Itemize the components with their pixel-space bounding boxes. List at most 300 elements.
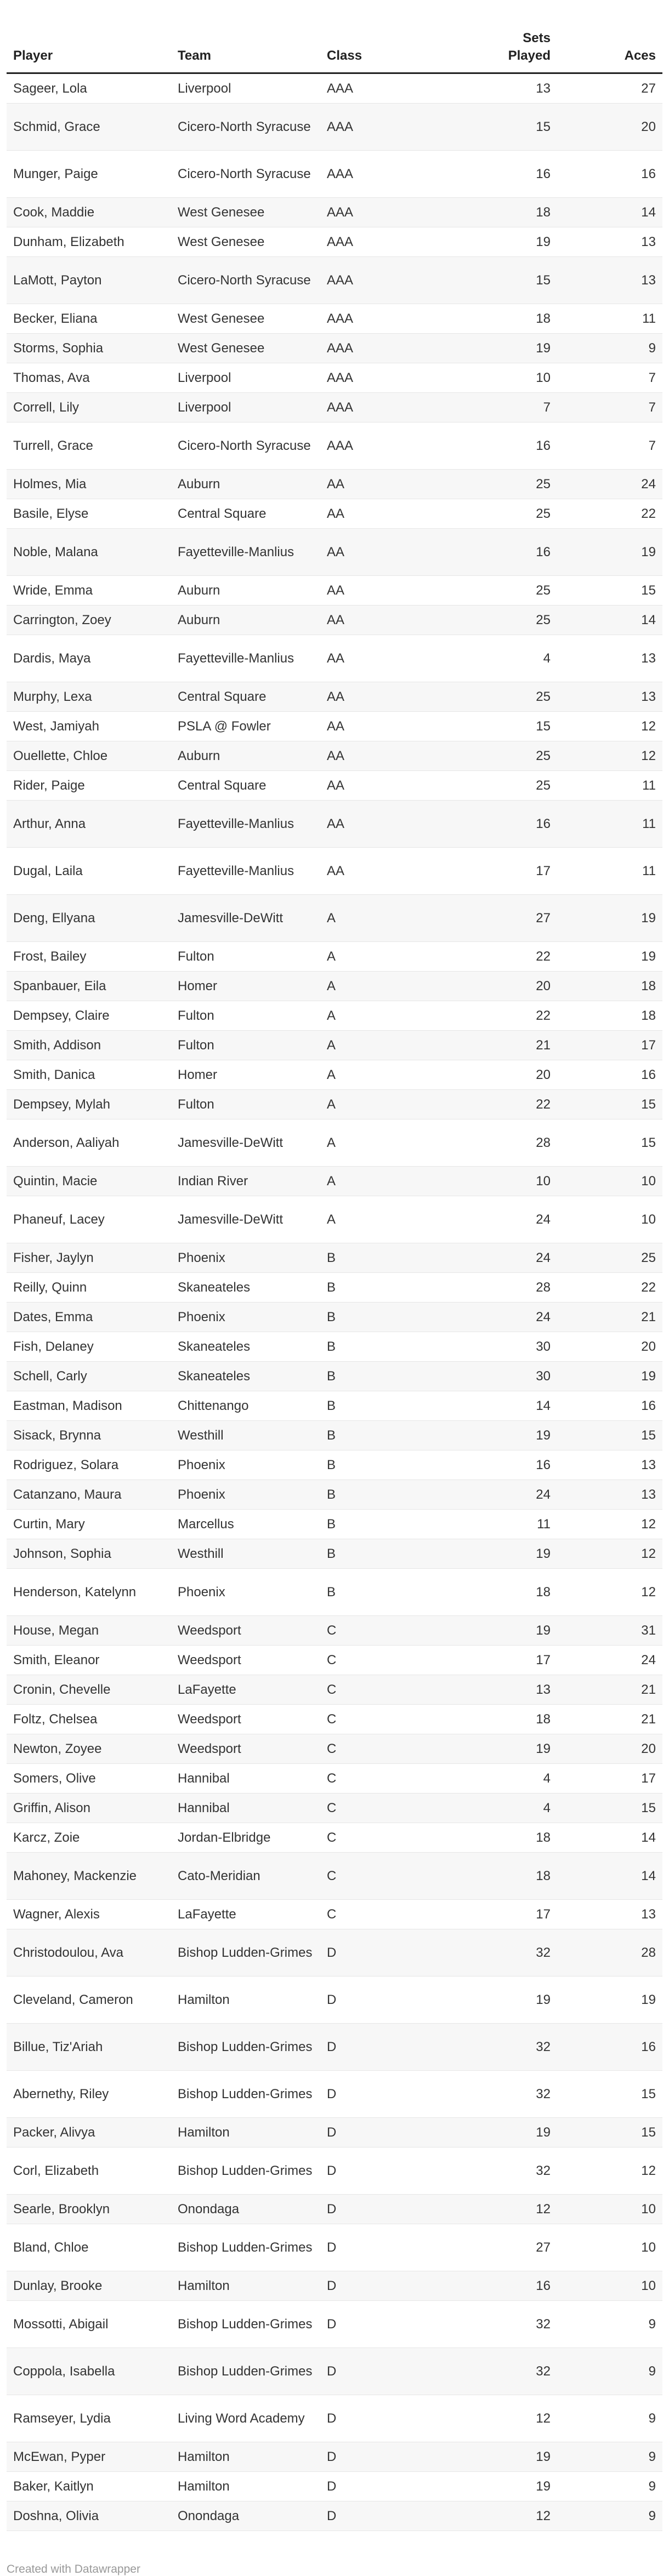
- cell-player: Ouellette, Chloe: [7, 741, 171, 771]
- table-row: [7, 470, 662, 499]
- cell-team: Central Square: [171, 499, 320, 529]
- cell-aces: 20: [557, 104, 662, 151]
- cell-team: Liverpool: [171, 73, 320, 104]
- cell-player: Rider, Paige: [7, 771, 171, 801]
- cell-sets-played: 18: [450, 1569, 557, 1616]
- cell-team: Skaneateles: [171, 1362, 320, 1391]
- cell-player: Sageer, Lola: [7, 73, 171, 104]
- cell-class: D: [320, 1977, 450, 2024]
- cell-class: C: [320, 1794, 450, 1823]
- cell-player: Cronin, Chevelle: [7, 1675, 171, 1705]
- cell-aces: 10: [557, 2224, 662, 2271]
- cell-player: McEwan, Pyper: [7, 2442, 171, 2472]
- cell-team: Phoenix: [171, 1450, 320, 1480]
- cell-player: Karcz, Zoie: [7, 1823, 171, 1853]
- cell-class: C: [320, 1764, 450, 1794]
- header-aces[interactable]: Aces: [557, 0, 662, 73]
- cell-class: A: [320, 1031, 450, 1060]
- cell-sets-played: 27: [450, 895, 557, 942]
- cell-class: A: [320, 1001, 450, 1031]
- table-row: [7, 1569, 662, 1616]
- header-class[interactable]: Class: [320, 0, 450, 73]
- cell-sets-played: 19: [450, 2118, 557, 2147]
- table-row: [7, 363, 662, 393]
- cell-sets-played: 15: [450, 104, 557, 151]
- cell-team: Cicero-North Syracuse: [171, 422, 320, 470]
- table-row: [7, 1646, 662, 1675]
- cell-aces: 25: [557, 1243, 662, 1273]
- cell-class: D: [320, 2071, 450, 2118]
- cell-aces: 16: [557, 1060, 662, 1090]
- cell-sets-played: 30: [450, 1362, 557, 1391]
- cell-sets-played: 25: [450, 499, 557, 529]
- cell-sets-played: 4: [450, 635, 557, 682]
- table-row: [7, 1539, 662, 1569]
- cell-aces: 20: [557, 1332, 662, 1362]
- footer-credit[interactable]: Created with Datawrapper: [7, 2563, 140, 2575]
- cell-class: AA: [320, 771, 450, 801]
- cell-class: B: [320, 1539, 450, 1569]
- table-row: [7, 576, 662, 606]
- cell-class: C: [320, 1823, 450, 1853]
- cell-player: Fisher, Jaylyn: [7, 1243, 171, 1273]
- cell-aces: 19: [557, 1977, 662, 2024]
- cell-sets-played: 22: [450, 1090, 557, 1119]
- table-row: [7, 1794, 662, 1823]
- cell-player: Packer, Alivya: [7, 2118, 171, 2147]
- table-row: [7, 529, 662, 576]
- cell-aces: 9: [557, 2501, 662, 2531]
- cell-sets-played: 32: [450, 2348, 557, 2395]
- cell-sets-played: 10: [450, 363, 557, 393]
- cell-sets-played: 18: [450, 198, 557, 227]
- table-row: [7, 1119, 662, 1167]
- cell-sets-played: 22: [450, 1001, 557, 1031]
- cell-class: AAA: [320, 151, 450, 198]
- cell-team: Phoenix: [171, 1569, 320, 1616]
- table-row: [7, 942, 662, 972]
- cell-aces: 18: [557, 1001, 662, 1031]
- cell-sets-played: 16: [450, 151, 557, 198]
- table-row: [7, 1332, 662, 1362]
- cell-sets-played: 30: [450, 1332, 557, 1362]
- cell-aces: 21: [557, 1705, 662, 1734]
- cell-class: C: [320, 1900, 450, 1929]
- cell-class: B: [320, 1332, 450, 1362]
- cell-class: D: [320, 2147, 450, 2195]
- stats-table: [7, 0, 662, 2531]
- cell-aces: 11: [557, 304, 662, 334]
- table-row: [7, 2195, 662, 2224]
- cell-aces: 22: [557, 1273, 662, 1303]
- cell-team: Hamilton: [171, 2472, 320, 2501]
- cell-aces: 10: [557, 2271, 662, 2301]
- cell-class: C: [320, 1675, 450, 1705]
- table-row: [7, 2071, 662, 2118]
- cell-aces: 9: [557, 2348, 662, 2395]
- cell-player: Munger, Paige: [7, 151, 171, 198]
- cell-class: AAA: [320, 227, 450, 257]
- cell-team: Weedsport: [171, 1616, 320, 1646]
- cell-player: Christodoulou, Ava: [7, 1929, 171, 1977]
- cell-sets-played: 28: [450, 1273, 557, 1303]
- table-row: [7, 1196, 662, 1243]
- cell-sets-played: 12: [450, 2501, 557, 2531]
- cell-class: D: [320, 2195, 450, 2224]
- table-row: [7, 1421, 662, 1450]
- cell-sets-played: 32: [450, 2071, 557, 2118]
- cell-player: Griffin, Alison: [7, 1794, 171, 1823]
- cell-sets-played: 19: [450, 2442, 557, 2472]
- cell-player: Noble, Malana: [7, 529, 171, 576]
- table-row: [7, 198, 662, 227]
- cell-player: Mahoney, Mackenzie: [7, 1853, 171, 1900]
- cell-player: Newton, Zoyee: [7, 1734, 171, 1764]
- cell-player: Dates, Emma: [7, 1303, 171, 1332]
- cell-team: Bishop Ludden-Grimes: [171, 2348, 320, 2395]
- cell-team: Chittenango: [171, 1391, 320, 1421]
- cell-class: C: [320, 1646, 450, 1675]
- cell-team: Hamilton: [171, 2118, 320, 2147]
- table-row: [7, 2442, 662, 2472]
- cell-aces: 21: [557, 1303, 662, 1332]
- cell-aces: 14: [557, 198, 662, 227]
- cell-aces: 17: [557, 1031, 662, 1060]
- cell-aces: 19: [557, 895, 662, 942]
- cell-sets-played: 12: [450, 2195, 557, 2224]
- cell-class: A: [320, 1060, 450, 1090]
- cell-team: Central Square: [171, 682, 320, 712]
- cell-sets-played: 24: [450, 1196, 557, 1243]
- cell-aces: 15: [557, 1421, 662, 1450]
- cell-aces: 15: [557, 2071, 662, 2118]
- table-body: [7, 73, 662, 2531]
- table-row: [7, 334, 662, 363]
- cell-team: Onondaga: [171, 2501, 320, 2531]
- cell-player: Johnson, Sophia: [7, 1539, 171, 1569]
- cell-class: A: [320, 1119, 450, 1167]
- cell-player: Anderson, Aaliyah: [7, 1119, 171, 1167]
- cell-team: Fulton: [171, 1001, 320, 1031]
- cell-class: D: [320, 2118, 450, 2147]
- cell-class: AAA: [320, 422, 450, 470]
- table-row: [7, 972, 662, 1001]
- cell-aces: 12: [557, 741, 662, 771]
- cell-aces: 7: [557, 422, 662, 470]
- cell-team: Fayetteville-Manlius: [171, 848, 320, 895]
- cell-sets-played: 10: [450, 1167, 557, 1196]
- cell-player: Searle, Brooklyn: [7, 2195, 171, 2224]
- cell-team: Weedsport: [171, 1646, 320, 1675]
- cell-player: Wride, Emma: [7, 576, 171, 606]
- cell-class: AA: [320, 576, 450, 606]
- cell-team: Hannibal: [171, 1764, 320, 1794]
- header-sets-played-label: Sets Played: [508, 31, 551, 63]
- cell-player: Somers, Olive: [7, 1764, 171, 1794]
- cell-sets-played: 13: [450, 1675, 557, 1705]
- cell-sets-played: 15: [450, 257, 557, 304]
- cell-class: D: [320, 2271, 450, 2301]
- cell-player: Smith, Danica: [7, 1060, 171, 1090]
- cell-team: Central Square: [171, 771, 320, 801]
- cell-player: Storms, Sophia: [7, 334, 171, 363]
- cell-sets-played: 27: [450, 2224, 557, 2271]
- table-row: [7, 1450, 662, 1480]
- cell-team: Marcellus: [171, 1510, 320, 1539]
- cell-class: B: [320, 1273, 450, 1303]
- cell-sets-played: 25: [450, 606, 557, 635]
- cell-sets-played: 19: [450, 2472, 557, 2501]
- cell-sets-played: 12: [450, 2395, 557, 2442]
- cell-player: Schmid, Grace: [7, 104, 171, 151]
- table-row: [7, 1616, 662, 1646]
- table-row: [7, 1510, 662, 1539]
- cell-class: AAA: [320, 257, 450, 304]
- cell-aces: 19: [557, 1362, 662, 1391]
- cell-sets-played: 13: [450, 73, 557, 104]
- cell-class: AA: [320, 529, 450, 576]
- table-row: [7, 771, 662, 801]
- cell-sets-played: 11: [450, 1510, 557, 1539]
- cell-sets-played: 18: [450, 1823, 557, 1853]
- cell-player: Eastman, Madison: [7, 1391, 171, 1421]
- cell-class: B: [320, 1391, 450, 1421]
- table-row: [7, 1734, 662, 1764]
- cell-class: B: [320, 1450, 450, 1480]
- table-row: [7, 1675, 662, 1705]
- cell-sets-played: 32: [450, 1929, 557, 1977]
- cell-aces: 24: [557, 470, 662, 499]
- cell-sets-played: 24: [450, 1243, 557, 1273]
- cell-team: PSLA @ Fowler: [171, 712, 320, 741]
- cell-class: B: [320, 1480, 450, 1510]
- cell-player: Phaneuf, Lacey: [7, 1196, 171, 1243]
- cell-aces: 13: [557, 1450, 662, 1480]
- cell-sets-played: 15: [450, 712, 557, 741]
- header-sets-played[interactable]: [450, 0, 557, 73]
- cell-aces: 12: [557, 712, 662, 741]
- cell-player: Dunham, Elizabeth: [7, 227, 171, 257]
- cell-player: Doshna, Olivia: [7, 2501, 171, 2531]
- table-row: [7, 1900, 662, 1929]
- table-row: [7, 73, 662, 104]
- cell-player: Dugal, Laila: [7, 848, 171, 895]
- cell-aces: 24: [557, 1646, 662, 1675]
- cell-class: AAA: [320, 363, 450, 393]
- table-row: [7, 304, 662, 334]
- header-player[interactable]: Player: [7, 0, 171, 73]
- table-row: [7, 2024, 662, 2071]
- cell-sets-played: 32: [450, 2147, 557, 2195]
- cell-aces: 19: [557, 529, 662, 576]
- cell-team: Indian River: [171, 1167, 320, 1196]
- cell-class: AA: [320, 682, 450, 712]
- cell-aces: 7: [557, 363, 662, 393]
- cell-player: Thomas, Ava: [7, 363, 171, 393]
- cell-class: AA: [320, 635, 450, 682]
- cell-team: Onondaga: [171, 2195, 320, 2224]
- cell-sets-played: 32: [450, 2301, 557, 2348]
- cell-team: Westhill: [171, 1421, 320, 1450]
- cell-aces: 10: [557, 1196, 662, 1243]
- cell-aces: 22: [557, 499, 662, 529]
- cell-aces: 13: [557, 635, 662, 682]
- cell-sets-played: 21: [450, 1031, 557, 1060]
- cell-team: Phoenix: [171, 1243, 320, 1273]
- cell-team: West Genesee: [171, 198, 320, 227]
- cell-player: Holmes, Mia: [7, 470, 171, 499]
- cell-class: C: [320, 1616, 450, 1646]
- cell-player: Dardis, Maya: [7, 635, 171, 682]
- cell-player: LaMott, Payton: [7, 257, 171, 304]
- cell-aces: 19: [557, 942, 662, 972]
- cell-team: Fulton: [171, 1090, 320, 1119]
- cell-sets-played: 20: [450, 1060, 557, 1090]
- cell-class: AA: [320, 741, 450, 771]
- table-row: [7, 422, 662, 470]
- cell-team: Phoenix: [171, 1480, 320, 1510]
- cell-aces: 13: [557, 1480, 662, 1510]
- cell-team: Living Word Academy: [171, 2395, 320, 2442]
- cell-team: Auburn: [171, 606, 320, 635]
- table-row: [7, 1167, 662, 1196]
- cell-aces: 16: [557, 151, 662, 198]
- cell-player: Spanbauer, Eila: [7, 972, 171, 1001]
- cell-team: Fulton: [171, 942, 320, 972]
- cell-sets-played: 16: [450, 1450, 557, 1480]
- cell-sets-played: 19: [450, 1421, 557, 1450]
- cell-team: West Genesee: [171, 304, 320, 334]
- cell-class: A: [320, 1167, 450, 1196]
- cell-class: D: [320, 2395, 450, 2442]
- table-row: [7, 151, 662, 198]
- cell-aces: 28: [557, 1929, 662, 1977]
- cell-player: Dunlay, Brooke: [7, 2271, 171, 2301]
- cell-aces: 10: [557, 2195, 662, 2224]
- cell-team: Bishop Ludden-Grimes: [171, 1929, 320, 1977]
- cell-sets-played: 25: [450, 682, 557, 712]
- table-row: [7, 104, 662, 151]
- cell-team: West Genesee: [171, 227, 320, 257]
- header-team[interactable]: Team: [171, 0, 320, 73]
- cell-class: AAA: [320, 304, 450, 334]
- cell-team: Auburn: [171, 741, 320, 771]
- table-row: [7, 1090, 662, 1119]
- table-row: [7, 2224, 662, 2271]
- cell-sets-played: 24: [450, 1303, 557, 1332]
- cell-player: Turrell, Grace: [7, 422, 171, 470]
- cell-team: Liverpool: [171, 393, 320, 422]
- cell-sets-played: 19: [450, 334, 557, 363]
- cell-aces: 15: [557, 1090, 662, 1119]
- cell-team: Jamesville-DeWitt: [171, 1196, 320, 1243]
- cell-player: Corl, Elizabeth: [7, 2147, 171, 2195]
- cell-team: Skaneateles: [171, 1332, 320, 1362]
- cell-aces: 20: [557, 1734, 662, 1764]
- cell-sets-played: 4: [450, 1764, 557, 1794]
- cell-team: Bishop Ludden-Grimes: [171, 2301, 320, 2348]
- cell-aces: 21: [557, 1675, 662, 1705]
- cell-player: Fish, Delaney: [7, 1332, 171, 1362]
- cell-class: D: [320, 2024, 450, 2071]
- cell-sets-played: 19: [450, 1616, 557, 1646]
- cell-sets-played: 16: [450, 529, 557, 576]
- cell-sets-played: 18: [450, 1853, 557, 1900]
- cell-team: LaFayette: [171, 1900, 320, 1929]
- cell-player: Sisack, Brynna: [7, 1421, 171, 1450]
- table-row: [7, 801, 662, 848]
- cell-team: Bishop Ludden-Grimes: [171, 2147, 320, 2195]
- cell-aces: 7: [557, 393, 662, 422]
- cell-player: Smith, Eleanor: [7, 1646, 171, 1675]
- cell-aces: 9: [557, 2472, 662, 2501]
- table-row: [7, 1480, 662, 1510]
- cell-sets-played: 25: [450, 576, 557, 606]
- cell-player: House, Megan: [7, 1616, 171, 1646]
- cell-team: Fayetteville-Manlius: [171, 529, 320, 576]
- cell-sets-played: 18: [450, 1705, 557, 1734]
- table-row: [7, 1362, 662, 1391]
- cell-aces: 11: [557, 771, 662, 801]
- cell-team: Bishop Ludden-Grimes: [171, 2224, 320, 2271]
- cell-class: AAA: [320, 393, 450, 422]
- cell-class: AAA: [320, 334, 450, 363]
- cell-player: Reilly, Quinn: [7, 1273, 171, 1303]
- cell-aces: 9: [557, 2395, 662, 2442]
- cell-team: Jamesville-DeWitt: [171, 1119, 320, 1167]
- cell-sets-played: 17: [450, 1900, 557, 1929]
- cell-player: Murphy, Lexa: [7, 682, 171, 712]
- cell-aces: 14: [557, 1853, 662, 1900]
- cell-team: Jamesville-DeWitt: [171, 895, 320, 942]
- cell-sets-played: 28: [450, 1119, 557, 1167]
- cell-aces: 15: [557, 1794, 662, 1823]
- cell-aces: 12: [557, 2147, 662, 2195]
- cell-aces: 18: [557, 972, 662, 1001]
- table-row: [7, 1060, 662, 1090]
- cell-player: Quintin, Macie: [7, 1167, 171, 1196]
- cell-sets-played: 14: [450, 1391, 557, 1421]
- table-header: [7, 0, 662, 73]
- cell-class: D: [320, 2348, 450, 2395]
- cell-aces: 31: [557, 1616, 662, 1646]
- cell-class: AA: [320, 606, 450, 635]
- cell-class: AA: [320, 848, 450, 895]
- cell-player: West, Jamiyah: [7, 712, 171, 741]
- cell-sets-played: 16: [450, 422, 557, 470]
- cell-player: Dempsey, Claire: [7, 1001, 171, 1031]
- table-row: [7, 257, 662, 304]
- cell-sets-played: 17: [450, 1646, 557, 1675]
- cell-player: Wagner, Alexis: [7, 1900, 171, 1929]
- cell-class: A: [320, 1090, 450, 1119]
- cell-team: Cicero-North Syracuse: [171, 151, 320, 198]
- cell-sets-played: 19: [450, 1539, 557, 1569]
- cell-class: AA: [320, 712, 450, 741]
- cell-class: D: [320, 1929, 450, 1977]
- cell-class: D: [320, 2472, 450, 2501]
- cell-player: Schell, Carly: [7, 1362, 171, 1391]
- cell-sets-played: 19: [450, 1977, 557, 2024]
- cell-sets-played: 19: [450, 1734, 557, 1764]
- cell-team: Cicero-North Syracuse: [171, 257, 320, 304]
- cell-class: A: [320, 972, 450, 1001]
- cell-class: A: [320, 1196, 450, 1243]
- cell-team: Fayetteville-Manlius: [171, 801, 320, 848]
- table-row: [7, 2348, 662, 2395]
- cell-team: Skaneateles: [171, 1273, 320, 1303]
- cell-player: Coppola, Isabella: [7, 2348, 171, 2395]
